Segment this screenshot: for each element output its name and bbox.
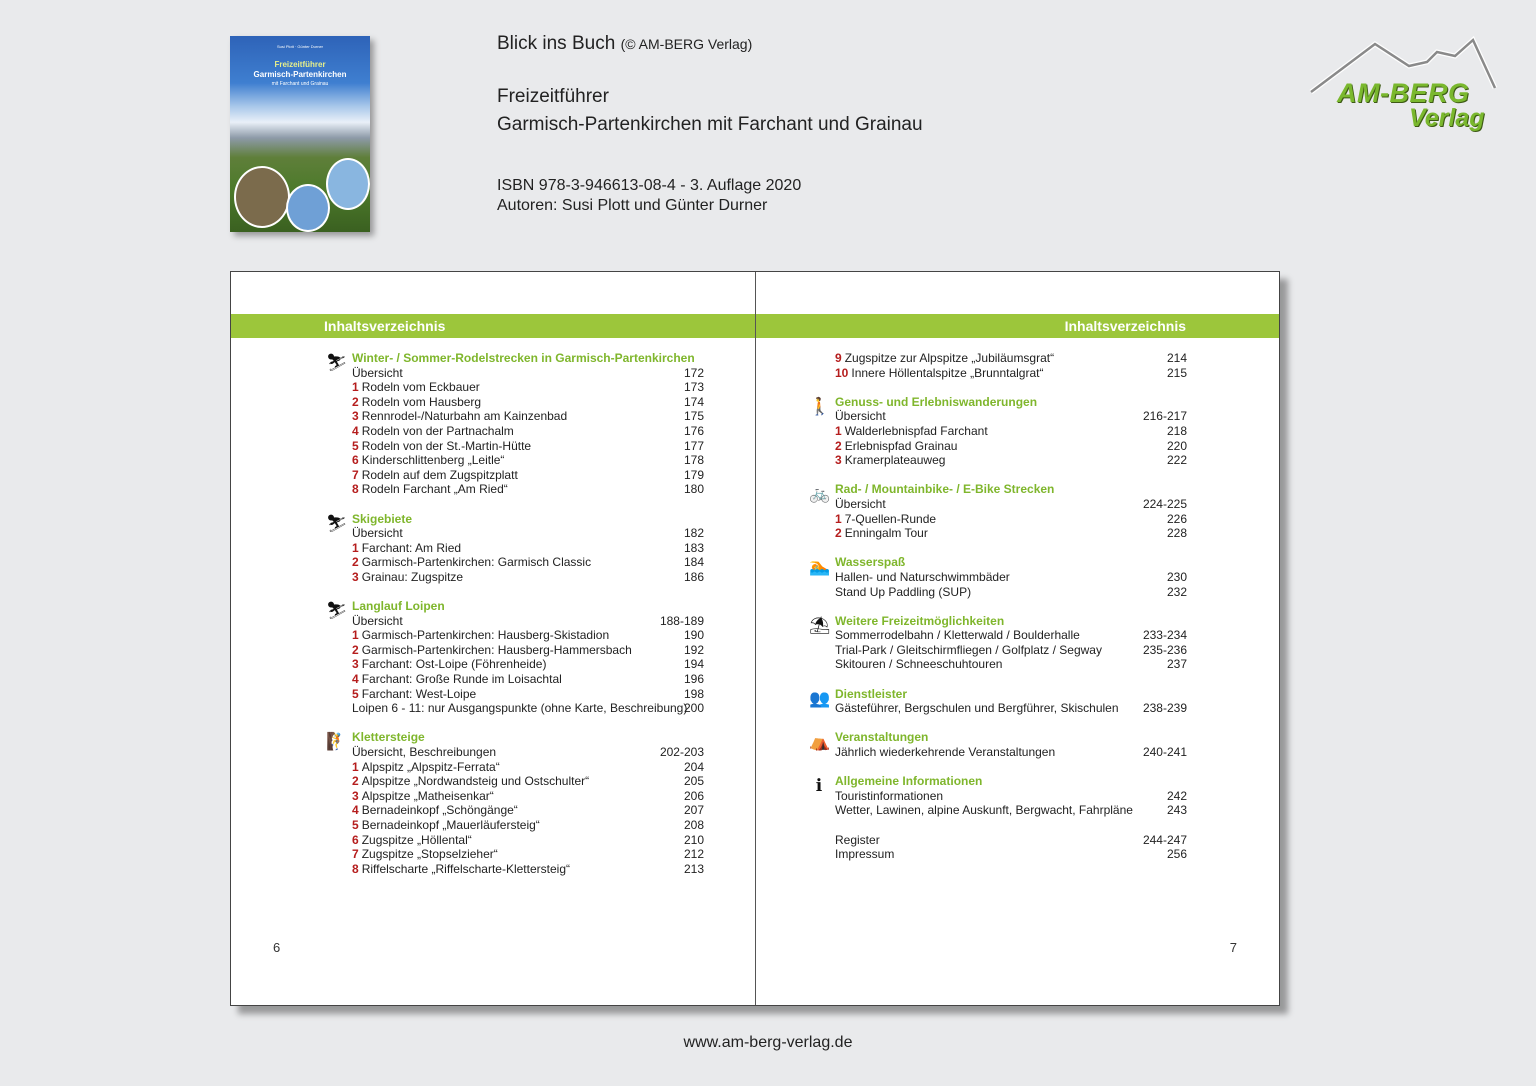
entry-title: Farchant: Am Ried <box>361 540 462 555</box>
entry-page: 204 <box>683 759 704 774</box>
toc-entry[interactable] <box>352 409 704 424</box>
entry-title: Jährlich wiederkehrende Veranstaltungen <box>835 745 1056 760</box>
entry-page: 226 <box>1166 511 1187 526</box>
ski-icon: ⛷ <box>326 513 348 533</box>
entry-number: 9 <box>835 351 842 365</box>
entry-page: 205 <box>683 774 704 789</box>
entry-title: Walderlebnispfad Farchant <box>844 423 988 438</box>
entry-title: 7-Quellen-Runde <box>844 511 937 526</box>
section-title: Winter- / Sommer-Rodelstrecken in Garmisch-Partenkirchen <box>352 351 695 365</box>
hiker-icon: 🚶 <box>809 396 831 416</box>
toc-entry[interactable] <box>352 439 704 454</box>
left-toc <box>326 351 704 891</box>
entry-page: 256 <box>1166 847 1187 862</box>
toc-entry[interactable] <box>835 847 1187 862</box>
entry-page: 210 <box>683 832 704 847</box>
right-page-number: 7 <box>1229 940 1237 955</box>
toc-entry[interactable] <box>352 482 704 497</box>
toc-entry[interactable] <box>352 570 704 585</box>
entry-number: 1 <box>835 511 842 526</box>
toc-section <box>326 599 704 716</box>
entry-page: 237 <box>1166 657 1187 672</box>
entry-title: Bernadeinkopf „Schöngänge“ <box>361 803 518 818</box>
entry-title: Übersicht <box>835 409 886 424</box>
toc-entry[interactable] <box>352 614 704 629</box>
entry-title: Kramerplateauweg <box>844 453 946 468</box>
section-title: Skigebiete <box>352 511 413 526</box>
entry-page: 207 <box>683 803 704 818</box>
entry-number: 1 <box>352 628 359 643</box>
toc-entry[interactable] <box>352 818 704 833</box>
entry-page: 230 <box>1166 569 1187 584</box>
entry-number: 10 <box>835 365 849 380</box>
entry-title: Alpspitze „Matheisenkar“ <box>361 788 494 803</box>
cover-photo-circle <box>326 158 370 210</box>
section-title: Rad- / Mountainbike- / E-Bike Strecken <box>835 482 1055 497</box>
toc-entry[interactable] <box>835 833 1187 848</box>
toc-entry[interactable] <box>835 366 1187 381</box>
swimmer-icon: 🏊 <box>809 557 831 577</box>
entry-title: Übersicht <box>352 613 403 628</box>
entry-number: 5 <box>352 438 359 453</box>
toc-entry[interactable] <box>352 628 704 643</box>
toc-entry[interactable] <box>835 570 1187 585</box>
toc-entry[interactable] <box>835 409 1187 424</box>
entry-number: 4 <box>352 423 359 438</box>
entry-title: Rodeln von der Partnachalm <box>361 423 514 438</box>
toc-section <box>815 774 1187 818</box>
toc-entry[interactable] <box>835 803 1187 818</box>
logo-line-2: Verlag <box>1409 104 1485 132</box>
entry-title: Garmisch-Partenkirchen: Hausberg-Skistadion <box>361 628 610 643</box>
toc-entry[interactable] <box>835 585 1187 600</box>
toc-section <box>326 730 704 876</box>
toc-entry[interactable] <box>835 789 1187 804</box>
toc-entry[interactable] <box>352 760 704 775</box>
toc-entry[interactable] <box>352 789 704 804</box>
entry-title: Riffelscharte „Riffelscharte-Klettersteig“ <box>361 861 570 876</box>
toc-entry[interactable] <box>835 439 1187 454</box>
entry-title: Kinderschlittenberg „Leitle“ <box>361 453 505 468</box>
toc-section <box>809 482 1187 541</box>
entry-page: 184 <box>683 555 704 570</box>
toc-section <box>809 555 1187 599</box>
entry-number: 2 <box>352 555 359 570</box>
toc-entry[interactable] <box>352 526 704 541</box>
toc-entry[interactable] <box>352 745 704 760</box>
toc-entry[interactable] <box>352 424 704 439</box>
toc-entry[interactable] <box>835 657 1187 672</box>
entry-number: 5 <box>352 686 359 701</box>
toc-entry[interactable] <box>352 380 704 395</box>
section-title: Dienstleister <box>835 686 908 701</box>
entry-page: 228 <box>1166 526 1187 541</box>
entry-number: 8 <box>352 482 359 497</box>
toc-entry[interactable] <box>835 512 1187 527</box>
entry-page: 180 <box>683 482 704 497</box>
entry-number: 7 <box>352 467 359 482</box>
entry-number: 4 <box>352 672 359 687</box>
entry-page: 213 <box>683 861 704 876</box>
entry-title: Übersicht, Beschreibungen <box>352 745 497 760</box>
toc-entry[interactable] <box>835 497 1187 512</box>
toc-entry[interactable] <box>352 774 704 789</box>
entry-number: 3 <box>352 569 359 584</box>
entry-title: Innere Höllentalspitze „Brunntalgrat“ <box>851 365 1044 380</box>
entry-title: Bernadeinkopf „Mauerläufersteig“ <box>361 818 540 832</box>
toc-entry[interactable] <box>352 862 704 877</box>
toc-section <box>809 730 1187 760</box>
entry-title: Garmisch-Partenkirchen: Garmisch Classic <box>361 555 592 570</box>
entry-title: Rodeln Farchant „Am Ried“ <box>361 482 508 497</box>
entry-page: 220 <box>1166 438 1187 453</box>
entry-title: Register <box>835 832 880 847</box>
cover-title-3: mit Farchant und Grainau <box>271 81 329 87</box>
entry-page: 206 <box>683 788 704 803</box>
entry-title: Touristinformationen <box>835 788 944 803</box>
beach-umbrella-icon: ⛱ <box>809 615 831 635</box>
entry-title: Übersicht <box>352 526 403 541</box>
entry-title: Zugspitze zur Alpspitze „Jubiläumsgrat“ <box>844 351 1055 365</box>
toc-entry[interactable] <box>352 468 704 483</box>
cover-title-1: Freizeitführer <box>274 60 326 69</box>
entry-page: 232 <box>1166 584 1187 599</box>
entry-number: 8 <box>352 861 359 876</box>
cover-title-2: Garmisch-Partenkirchen <box>253 70 347 79</box>
entry-number: 2 <box>352 642 359 657</box>
entry-number: 2 <box>835 438 842 453</box>
entry-number: 3 <box>352 657 359 672</box>
publisher-logo <box>1305 36 1505 136</box>
entry-title: Rodeln auf dem Zugspitzplatt <box>361 467 518 482</box>
toc-entry[interactable] <box>352 847 704 862</box>
toc-entry[interactable] <box>835 643 1187 658</box>
info-icon: ℹ <box>815 776 823 796</box>
entry-title: Alpspitz „Alpspitz-Ferrata“ <box>361 759 500 774</box>
section-title: Genuss- und Erlebniswanderungen <box>835 394 1038 409</box>
entry-title: Garmisch-Partenkirchen: Hausberg-Hammersbach <box>361 642 632 657</box>
entry-page: 192 <box>683 642 704 657</box>
toc-entry[interactable] <box>835 453 1187 468</box>
climber-icon: 🧗 <box>326 732 348 752</box>
toc-entry[interactable] <box>835 526 1187 541</box>
entry-page: 218 <box>1166 423 1187 438</box>
logo-line-1: AM-BERG <box>1337 78 1470 108</box>
toc-entry[interactable] <box>352 672 704 687</box>
entry-title: Wetter, Lawinen, alpine Auskunft, Bergwacht, Fahrpläne <box>835 803 1133 818</box>
entry-page: 198 <box>683 686 704 701</box>
entry-page: 242 <box>1166 788 1187 803</box>
entry-page: 208 <box>683 818 704 832</box>
toc-section <box>809 394 1187 468</box>
header-blick: Blick ins Buch (© AM-BERG Verlag) <box>497 33 753 54</box>
section-title: Allgemeine Informationen <box>835 774 983 789</box>
entry-title: Enningalm Tour <box>844 526 928 541</box>
toc-entry[interactable] <box>352 701 704 716</box>
toc-entry[interactable] <box>352 657 704 672</box>
entry-title: Rodeln vom Hausberg <box>361 394 482 409</box>
entry-page: 243 <box>1166 803 1187 818</box>
entry-page: 179 <box>683 467 704 482</box>
toc-entry[interactable] <box>352 833 704 848</box>
entry-page: 186 <box>683 569 704 584</box>
toc-entry[interactable] <box>835 424 1187 439</box>
right-heading: Inhaltsverzeichnis <box>1064 318 1186 334</box>
event-tent-icon: ⛺ <box>809 732 831 752</box>
entry-title: Stand Up Paddling (SUP) <box>835 584 972 599</box>
toc-section <box>835 833 1187 862</box>
entry-number: 1 <box>352 759 359 774</box>
toc-entry[interactable] <box>352 395 704 410</box>
toc-entry[interactable] <box>835 628 1187 643</box>
entry-page: 233-234 <box>1142 628 1187 643</box>
section-title: Veranstaltungen <box>835 730 929 745</box>
entry-title: Farchant: West-Loipe <box>361 686 477 701</box>
entry-page: 240-241 <box>1142 745 1187 760</box>
entry-page: 238-239 <box>1142 701 1187 716</box>
entry-page: 200 <box>683 701 704 716</box>
entry-page: 212 <box>683 847 704 862</box>
entry-number: 3 <box>352 788 359 803</box>
toc-entry[interactable] <box>835 745 1187 760</box>
entry-page: 194 <box>683 657 704 672</box>
entry-number: 6 <box>352 832 359 847</box>
toc-section <box>326 351 704 497</box>
entry-title: Grainau: Zugspitze <box>361 569 464 584</box>
entry-number: 3 <box>835 453 842 468</box>
entry-title: Rodeln von der St.-Martin-Hütte <box>361 438 532 453</box>
toc-entry[interactable] <box>352 687 704 702</box>
entry-title: Übersicht <box>352 365 403 380</box>
sled-icon: ⛷ <box>326 353 348 372</box>
entry-title: Rodeln vom Eckbauer <box>361 380 480 395</box>
entry-title: Loipen 6 - 11: nur Ausgangspunkte (ohne Karte, Beschreibung) <box>352 701 688 716</box>
left-page-number: 6 <box>273 940 281 955</box>
toc-entry[interactable] <box>352 643 704 658</box>
section-title: Wasserspaß <box>835 555 906 570</box>
entry-title: Erlebnispfad Grainau <box>844 438 958 453</box>
right-toc <box>809 351 1187 876</box>
entry-page: 244-247 <box>1142 832 1187 847</box>
entry-title: Farchant: Ost-Loipe (Föhrenheide) <box>361 657 547 672</box>
bicycle-icon: 🚲 <box>809 484 831 504</box>
entry-page: 190 <box>683 628 704 643</box>
book-subtitle: Garmisch-Partenkirchen mit Farchant und Grainau <box>497 114 923 135</box>
entry-page: 178 <box>683 453 704 468</box>
entry-page: 224-225 <box>1142 496 1187 511</box>
toc-entry[interactable] <box>352 541 704 556</box>
entry-title: Trial-Park / Gleitschirmfliegen / Golfplatz / Segway <box>835 642 1102 657</box>
entry-page: 173 <box>683 380 704 395</box>
toc-entry[interactable] <box>835 351 1187 366</box>
left-heading: Inhaltsverzeichnis <box>324 318 446 334</box>
entry-page: 214 <box>1166 351 1187 365</box>
entry-title: Gästeführer, Bergschulen und Bergführer, Skischulen <box>835 701 1119 716</box>
entry-title: Zugspitze „Stopselzieher“ <box>361 847 498 862</box>
entry-page: 183 <box>683 540 704 555</box>
entry-number: 7 <box>352 847 359 862</box>
entry-number: 1 <box>835 423 842 438</box>
website-url[interactable]: www.am-berg-verlag.de <box>683 1034 853 1051</box>
entry-number: 1 <box>352 540 359 555</box>
toc-entry[interactable] <box>352 555 704 570</box>
book-title: Freizeitführer <box>497 86 609 107</box>
cross-country-ski-icon: ⛷ <box>326 601 348 621</box>
entry-title: Skitouren / Schneeschuhtouren <box>835 657 1003 672</box>
toc-entry[interactable] <box>352 366 704 381</box>
entry-page: 196 <box>683 672 704 687</box>
entry-title: Farchant: Große Runde im Loisachtal <box>361 672 562 687</box>
entry-title: Alpspitze „Nordwandsteig und Ostschulter“ <box>361 774 590 789</box>
toc-entry[interactable] <box>352 803 704 818</box>
toc-section <box>809 686 1187 716</box>
cover-photo-circle <box>234 166 290 228</box>
entry-number: 2 <box>352 394 359 409</box>
entry-page: 202-203 <box>659 745 704 760</box>
guide-icon: 👥 <box>809 688 831 708</box>
entry-number: 2 <box>352 774 359 789</box>
entry-title: Rennrodel-/Naturbahn am Kainzenbad <box>361 409 568 424</box>
entry-page: 235-236 <box>1142 642 1187 657</box>
toc-entry[interactable] <box>352 453 704 468</box>
entry-title: Impressum <box>835 847 895 862</box>
entry-number: 2 <box>835 526 842 541</box>
entry-title: Sommerrodelbahn / Kletterwald / Boulderhalle <box>835 628 1080 643</box>
book-cover <box>230 36 370 232</box>
book-spread <box>230 271 1280 1006</box>
entry-page: 182 <box>683 526 704 541</box>
toc-section <box>835 351 1187 380</box>
toc-section <box>326 511 704 585</box>
entry-page: 174 <box>683 394 704 409</box>
entry-page: 222 <box>1166 453 1187 468</box>
entry-page: 188-189 <box>659 613 704 628</box>
entry-title: Übersicht <box>835 496 886 511</box>
isbn: ISBN 978-3-946613-08-4 - 3. Auflage 2020 <box>497 177 802 194</box>
section-title: Langlauf Loipen <box>352 599 445 614</box>
toc-entry[interactable] <box>835 701 1187 716</box>
entry-number: 4 <box>352 803 359 818</box>
entry-number: 5 <box>352 818 359 832</box>
entry-number: 6 <box>352 453 359 468</box>
section-title: Weitere Freizeitmöglichkeiten <box>835 613 1005 628</box>
book-spine <box>755 272 756 1005</box>
entry-page: 175 <box>683 409 704 424</box>
entry-title: Hallen- und Naturschwimmbäder <box>835 569 1010 584</box>
entry-page: 177 <box>683 438 704 453</box>
entry-page: 215 <box>1166 365 1187 380</box>
entry-title: Zugspitze „Höllental“ <box>361 832 472 847</box>
entry-number: 1 <box>352 380 359 395</box>
toc-section <box>809 613 1187 672</box>
entry-page: 172 <box>683 365 704 380</box>
entry-page: 216-217 <box>1142 409 1187 424</box>
entry-number: 3 <box>352 409 359 424</box>
cover-photo-circle <box>286 184 330 232</box>
section-title: Klettersteige <box>352 730 425 745</box>
cover-authors: Susi Plott · Günter Durner <box>276 44 324 49</box>
entry-page: 176 <box>683 423 704 438</box>
authors: Autoren: Susi Plott und Günter Durner <box>497 197 768 214</box>
